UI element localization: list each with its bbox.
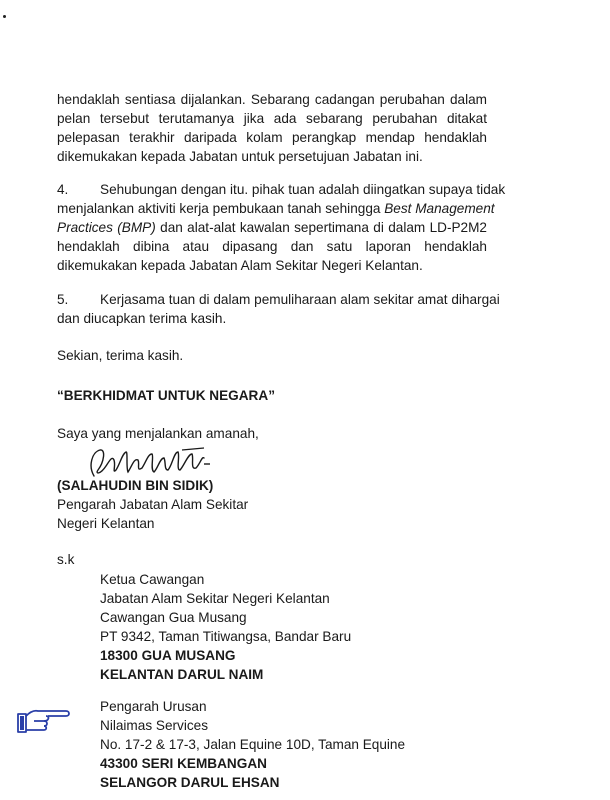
italic-term: Practices (BMP) (57, 220, 156, 235)
trust-line: Saya yang menjalankan amanah, (57, 426, 259, 441)
sk-label: s.k (57, 552, 75, 567)
text-line: pelepasan terakhir daripada kolam perangkap mendap hendaklah (57, 130, 487, 145)
address-line: PT 9342, Taman Titiwangsa, Bandar Baru (100, 629, 352, 644)
address-line: 43300 SERI KEMBANGAN (100, 756, 267, 771)
text-line: hendaklah dibina atau dipasang dan satu laporan hendaklah (57, 239, 487, 254)
italic-term: Best Management (384, 201, 495, 216)
cc-address-2 (100, 697, 405, 792)
paragraph-continuation (57, 90, 487, 166)
text-line: pelan tersebut terutamanya jika ada sebarang perubahan ditakat (57, 111, 487, 126)
text-line: hendaklah sentiasa dijalankan. Sebarang cadangan perubahan dalam (57, 92, 487, 107)
address-line: Jabatan Alam Sekitar Negeri Kelantan (100, 591, 330, 606)
paragraph-number: 4. (57, 182, 69, 197)
text-line (57, 218, 487, 237)
paragraph-4 (57, 180, 506, 275)
text-line: Kerjasama tuan di dalam pemuliharaan alam sekitar amat dihargai (100, 292, 500, 307)
signatory-title: Negeri Kelantan (57, 516, 155, 531)
signatory-title: Pengarah Jabatan Alam Sekitar (57, 497, 249, 512)
cc-address-1 (100, 570, 351, 684)
text-line: dan diucapkan terima kasih. (57, 311, 227, 326)
text-segment: dan alat-alat kawalan sepertimana di dalam LD-P2M2 (155, 220, 487, 235)
paragraph-5 (57, 290, 500, 328)
address-line: KELANTAN DARUL NAIM (100, 667, 264, 682)
address-line: 18300 GUA MUSANG (100, 648, 236, 663)
pointing-hand-icon (14, 706, 74, 736)
text-line: dikemukakan kepada Jabatan untuk persetujuan Jabatan ini. (57, 149, 423, 164)
signatory-name: (SALAHUDIN BIN SIDIK) (57, 478, 214, 493)
text-line (57, 199, 495, 218)
text-line: Sehubungan dengan itu. pihak tuan adalah diingatkan supaya tidak (100, 182, 506, 197)
motto: “BERKHIDMAT UNTUK NEGARA” (57, 388, 275, 403)
address-line: SELANGOR DARUL EHSAN (100, 775, 280, 790)
address-line: No. 17-2 & 17-3, Jalan Equine 10D, Taman Equine (100, 737, 406, 752)
address-line: Ketua Cawangan (100, 572, 205, 587)
address-line: Pengarah Urusan (100, 699, 207, 714)
scan-speck (3, 15, 6, 18)
paragraph-number: 5. (57, 292, 69, 307)
closing-line: Sekian, terima kasih. (57, 348, 184, 363)
text-line: dikemukakan kepada Jabatan Alam Sekitar Negeri Kelantan. (57, 258, 423, 273)
address-line: Cawangan Gua Musang (100, 610, 247, 625)
address-line: Nilaimas Services (100, 718, 209, 733)
text-segment: menjalankan aktiviti kerja pembukaan tanah sehingga (57, 201, 385, 216)
